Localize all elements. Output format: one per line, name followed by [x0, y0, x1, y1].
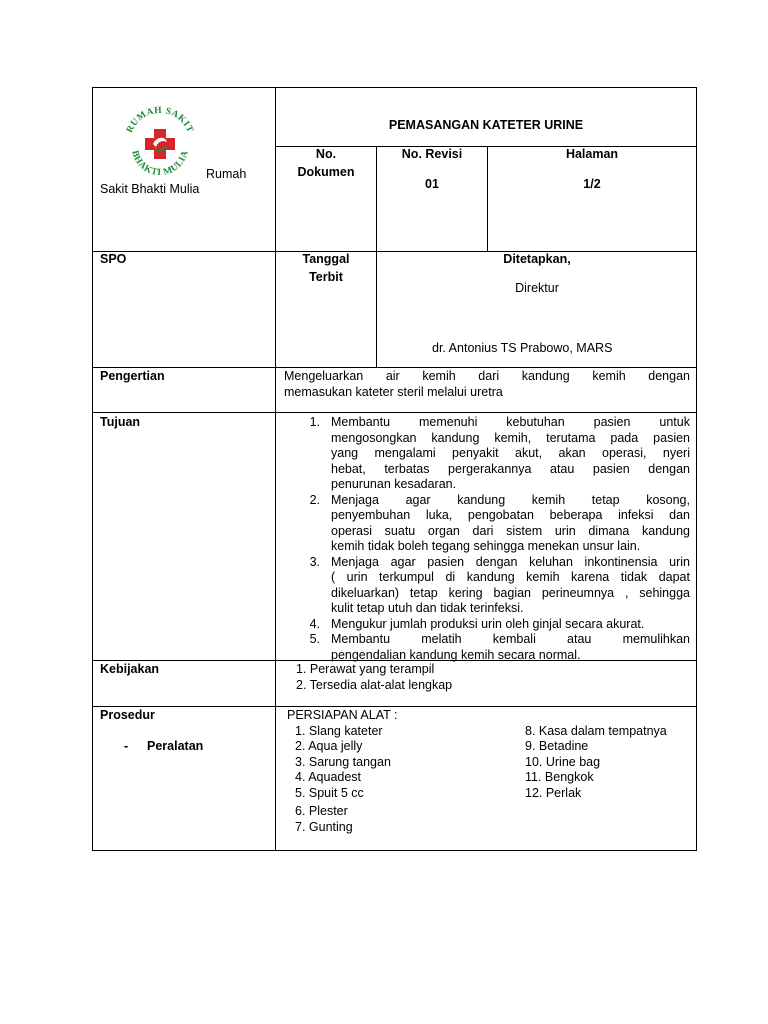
tujuan-item-number: 1.	[309, 415, 320, 429]
tujuan-item-number: 4.	[309, 616, 320, 631]
table-border-bottom	[92, 850, 697, 851]
peralatan-label: Peralatan	[147, 739, 204, 753]
halaman-value: 1/2	[583, 177, 601, 191]
tujuan-item-line: Membantu memenuhi kebutuhan pasien untuk	[331, 415, 690, 429]
tujuan-item-line: kulit tetap utuh dan tidak terinfeksi.	[331, 601, 524, 615]
pengertian-text-line1: Mengeluarkan air kemih dari kandung kemih dengan	[284, 369, 690, 383]
alat-item: 3. Sarung tangan	[295, 755, 391, 769]
alat-item: 6. Plester	[295, 804, 348, 818]
halaman-label: Halaman	[565, 147, 619, 161]
no-dokumen-label-1: No.	[315, 147, 337, 161]
ditetapkan-label: Ditetapkan,	[503, 252, 571, 266]
persiapan-alat-heading: PERSIAPAN ALAT :	[287, 708, 398, 722]
alat-item: 4. Aquadest	[295, 770, 362, 784]
tujuan-item-number: 2.	[309, 492, 320, 507]
column-divider	[275, 87, 276, 851]
tujuan-item-line: kemih tidak boleh tegang sehingga menekan unsur lain.	[331, 539, 641, 553]
alat-item: 5. Spuit 5 cc	[295, 786, 364, 800]
alat-item: 2. Aqua jelly	[295, 739, 363, 753]
tujuan-item-line: Menjaga agar pasien dengan keluhan inkontinensia urin	[331, 554, 690, 569]
nama-direktur: dr. Antonius TS Prabowo, MARS	[432, 341, 613, 355]
logo-ring-text-bottom: BHAKTI MULIA	[129, 149, 191, 179]
row-divider-prosedur	[92, 706, 697, 707]
peralatan-dash: -	[124, 739, 129, 753]
alat-item: 7. Gunting	[295, 820, 353, 834]
document-title: PEMASANGAN KATETER URINE	[388, 118, 584, 132]
tujuan-item-number: 3.	[309, 554, 320, 569]
no-revisi-value: 01	[425, 177, 439, 191]
table-border-right	[696, 87, 697, 851]
tujuan-item-line: ( urin terkumpul di kandung kemih karena tidak dapat	[331, 570, 690, 584]
kebijakan-item: 2. Tersedia alat-alat lengkap	[296, 678, 453, 692]
no-dokumen-label-2: Dokumen	[297, 165, 355, 179]
tujuan-item-number: 5.	[309, 632, 320, 646]
row-divider-tujuan	[92, 412, 697, 413]
tanggal-terbit-line1: Tanggal	[302, 252, 350, 266]
prosedur-label: Prosedur	[100, 708, 155, 722]
spo-label: SPO	[100, 252, 127, 266]
tujuan-item-line: Menjaga agar kandung kemih tetap kosong,	[331, 492, 690, 507]
tujuan-item-line: penyembuhan luka, pengobatan beberapa infeksi dan	[331, 508, 690, 522]
hospital-name-line1: Rumah	[206, 167, 247, 181]
alat-item: 9. Betadine	[525, 739, 589, 753]
row-divider-pengertian	[92, 367, 697, 368]
pengertian-label: Pengertian	[100, 369, 165, 383]
kebijakan-label: Kebijakan	[100, 662, 160, 676]
logo-cross-icon	[145, 129, 175, 159]
alat-item: 8. Kasa dalam tempatnya	[525, 724, 667, 738]
jabatan-direktur: Direktur	[515, 281, 559, 295]
logo-ring-text-top: RUMAH SAKIT	[125, 105, 195, 135]
hospital-name-line2: Sakit Bhakti Mulia	[100, 182, 200, 196]
tujuan-item-line: penurunan kesadaran.	[331, 477, 457, 491]
tujuan-item-line: yang mengalami penyakit akut, akan operasi, nyeri	[331, 446, 690, 460]
alat-item: 11. Bengkok	[525, 770, 594, 784]
tujuan-item-line: dikeluarkan) tetap kering bagian perineumnya , sehingga	[331, 585, 690, 600]
alat-item: 12. Perlak	[525, 786, 582, 800]
hospital-logo	[120, 103, 200, 183]
tujuan-item-line: operasi suatu organ dari sistem urin dimana kandung	[331, 523, 690, 538]
table-border-left	[92, 87, 93, 851]
table-border-top	[92, 87, 697, 88]
alat-item: 10. Urine bag	[525, 755, 601, 769]
kebijakan-item: 1. Perawat yang terampil	[296, 662, 435, 676]
alat-item: 1. Slang kateter	[295, 724, 383, 738]
tanggal-terbit-line2: Terbit	[309, 270, 343, 284]
tujuan-item-line: pengendalian kandung kemih secara normal.	[331, 647, 581, 662]
tujuan-item-line: mengosongkan kandung kemih, terutama pada pasien	[331, 430, 690, 445]
tujuan-item-line: hebat, terbatas pergerakannya atau pasien dengan	[331, 461, 690, 476]
tujuan-label: Tujuan	[100, 415, 141, 429]
tujuan-item-line: Mengukur jumlah produksi urin oleh ginjal secara akurat.	[331, 616, 645, 631]
tujuan-item-line: Membantu melatih kembali atau memulihkan	[331, 632, 690, 646]
pengertian-text-line2: memasukan kateter steril melalui uretra	[284, 385, 503, 399]
no-revisi-label: No. Revisi	[401, 147, 463, 161]
